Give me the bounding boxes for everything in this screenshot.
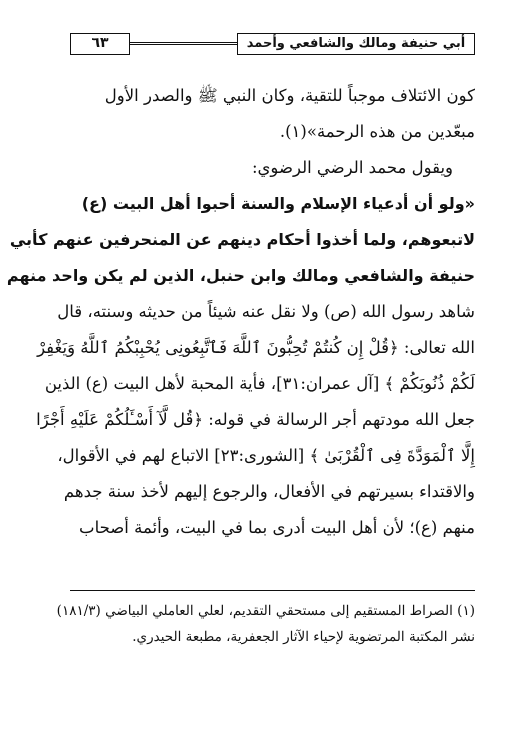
text-line: لَكُمْ ذُنُوبَكُمْ ﴾ [آل عمران:٣١]، فأية المحبة لأهل البيت (ع) الذين bbox=[44, 374, 475, 393]
footnote-line: نشر المكتبة المرتضوية لإحياء الآثار الجعفرية، مطبعة الحيدري. bbox=[132, 629, 475, 645]
quote-line: «ولو أن أدعياء الإسلام والسنة أحبوا أهل البيت (ع) bbox=[81, 194, 475, 213]
quote-line: حنيفة والشافعي ومالك وابن حنبل، الذين لم يكن واحد منهم bbox=[6, 266, 475, 285]
footnotes bbox=[56, 598, 475, 650]
quran-line: الله تعالى: ﴿قُلْ إِن كُنتُمْ تُحِبُّونَ ٱللَّهَ فَٱتَّبِعُونِى يُحْبِبْكُمُ ٱللَّهُ وَيَغْفِرْ bbox=[37, 338, 475, 357]
text-line: منهم (ع)؛ لأن أهل البيت أدرى بما في البيت، وأئمة أصحاب bbox=[79, 518, 475, 537]
text-line: كون الائتلاف موجباً للتقية، وكان النبي ﷺ والصدر الأول bbox=[104, 86, 475, 105]
page-header bbox=[70, 32, 475, 58]
text-line: والاقتداء بسيرتهم في الأفعال، والرجوع إليهم لأخذ سنة جدهم bbox=[63, 482, 475, 501]
footnote-line: (١) الصراط المستقيم إلى مستحقي التقديم، لعلي العاملي البياضي (١٨١/٣) bbox=[56, 603, 475, 619]
text-line: إِلَّا ٱلْمَوَدَّةَ فِى ٱلْقُرْبَىٰ ﴾ [الشورى:٢٣] الاتباع لهم في الأقوال، bbox=[57, 446, 475, 465]
running-title: أبي حنيفة ومالك والشافعي وأحمد bbox=[237, 33, 475, 55]
text-line: شاهد رسول الله (ص) ولا نقل عنه شيئاً من حديثه وسنته، قال bbox=[57, 302, 475, 321]
footnote-separator bbox=[70, 590, 475, 591]
quote-line: لاتبعوهم، ولما أخذوا أحكام دينهم عن المنحرفين عنهم كأبي bbox=[9, 230, 475, 249]
header-rule bbox=[130, 42, 237, 45]
main-text bbox=[6, 78, 475, 546]
text-line: ويقول محمد الرضي الرضوي: bbox=[251, 158, 453, 177]
text-line: مبعّدين من هذه الرحمة»(١). bbox=[279, 122, 475, 141]
page-number: ٦٣ bbox=[70, 33, 130, 55]
quran-line: جعل الله مودتهم أجر الرسالة في قوله: ﴿قُل لَّآ أَسْـَٔلُكُمْ عَلَيْهِ أَجْرًا bbox=[36, 410, 475, 429]
